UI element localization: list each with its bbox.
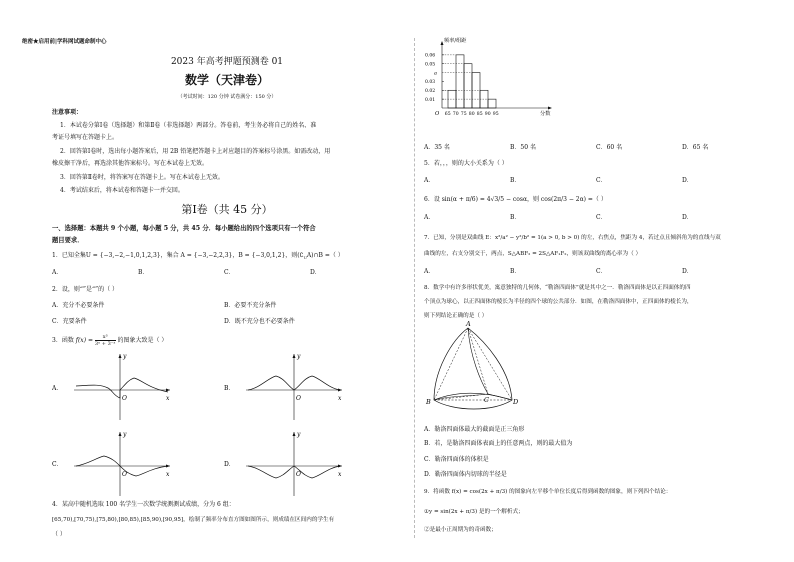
note-line: 3．回答第Ⅱ卷时，将答案写在答题卡上。写在本试卷上无效。 [60, 174, 224, 181]
q4-line: [65,70),[70,75),[75,80),[80,85),[85,90),[90,95]，绘制了频率分布直方图如图所示，则成绩在区间内的学生有 [52, 517, 335, 523]
hist-y-tick-label: 0.06 [425, 53, 436, 59]
svg-text:x: x [338, 395, 342, 402]
q1-stem: 1．已知全集U = {−3,−2,−1,0,1,2,3}，集合 A = {−3,−2,2,3}，B = {−3,0,1,2}，则$(∁_UA)\cap B$ =（ ） [52, 252, 344, 261]
q3-stem: 3．函数 f(x) = $\frac{\text{x³}}{\text{3ˣ + 3⁻ˣ}}$ 的图象大致是（ ） [52, 334, 168, 347]
q9-line: ①y = sin(2x + π/3) 是的一个解析式； [424, 509, 524, 515]
q5-option-b: B． [510, 177, 521, 184]
hist-y-tick-label: 0.02 [425, 89, 436, 95]
q3-graph-b [224, 353, 342, 420]
frequency-histogram [424, 36, 564, 116]
svg-text:B．: B． [224, 385, 235, 392]
hist-bar [472, 73, 480, 108]
svg-text:x: x [166, 471, 170, 478]
hist-x-tick-label: 75 [460, 112, 467, 116]
svg-text:C．: C． [52, 461, 63, 468]
q2-option-c: C．充要条件 [52, 318, 87, 325]
q2-option-d: D．既不充分也不必要条件 [224, 318, 295, 325]
q9-line: ②是最小正周期为的奇函数； [424, 527, 497, 533]
q4-option-b: B．50 名 [510, 144, 536, 151]
hist-ylabel: 频率/组距 [444, 38, 467, 44]
svg-text:O: O [122, 395, 127, 402]
q4-option-d: D．65 名 [682, 144, 709, 151]
vertex-b: B [426, 398, 431, 406]
q1-option-b: B． [138, 269, 149, 276]
q3-graph-a [52, 353, 170, 420]
exam-title: 2023 年高考押题预测卷 01 [170, 57, 284, 67]
svg-text:D．: D． [224, 461, 235, 468]
hist-bar [464, 64, 472, 108]
hist-x-tick-label: 85 [476, 112, 483, 116]
q5-option-d: D． [682, 177, 693, 184]
q7-line: 曲线的左，右支分别交于，两点，S△ABF₂ = 2S△AF₁F₂，则该双曲线的离心率为（ ） [424, 251, 642, 257]
q8-option-a: A．勒洛四面体最大的截面是正三角形 [424, 426, 525, 433]
q7-line: 7．已知，分别是双曲线 E：x²/a² − y²/b² = 1(a > 0, b > 0) 的左，右焦点，焦距为 4，若过点且倾斜角为的直线与双 [424, 235, 721, 241]
vertex-c: C [484, 396, 489, 404]
svg-text:x: x [166, 395, 170, 402]
hist-y-tick-label: 0.03 [425, 80, 436, 86]
note-line: 2．回答第Ⅰ卷时，选出每小题答案后，用 2B 铅笔把答题卡上对应题目的答案标号涂黑。如需改动，用 [60, 148, 331, 155]
q6-stem: 6．设 sin(α + π/6) = 4√3/5 − cosα，则 cos(2π/3 − 2α) =（ ） [424, 196, 607, 203]
part1-title: 第Ⅰ卷（共 45 分） [181, 203, 273, 216]
svg-text:y: y [123, 431, 127, 438]
svg-text:y: y [297, 353, 301, 360]
hist-x-tick-label: 65 [444, 112, 451, 116]
q4-line: （ ） [52, 531, 66, 538]
hist-y-tick-label: 0.05 [425, 62, 436, 68]
q6-option-d: D． [682, 214, 693, 221]
vertex-d: D [513, 398, 519, 406]
q7-option-a: A． [424, 268, 435, 275]
svg-text:O: O [296, 471, 301, 478]
svg-text:O: O [122, 471, 127, 478]
hist-bar [488, 99, 496, 108]
exam-subtitle: 数学（天津卷） [184, 73, 269, 87]
reuleaux-tetrahedron [424, 320, 524, 418]
exam-page [22, 30, 770, 550]
hist-xlabel: 分数 [540, 111, 551, 116]
svg-text:A．: A． [52, 385, 63, 392]
hist-x-tick-label: 95 [492, 112, 499, 116]
q3-graph-c [52, 431, 170, 496]
hist-a-label: a [434, 70, 437, 77]
q7-option-c: C． [596, 268, 607, 275]
note-line: 1．本试卷分第Ⅰ卷（选择题）和第Ⅱ卷（非选择题）两部分。答卷前，考生务必将自己的姓名、准 [60, 122, 317, 129]
q9-line: 9．将函数 f(x) = cos(2x + π/3) 的图象向左平移个单位长度后得到函数的图象，则下列四个结论： [424, 489, 672, 495]
q6-option-c: C． [596, 214, 607, 221]
svg-text:y: y [123, 353, 127, 360]
column-divider [414, 38, 415, 538]
q1-option-c: C． [224, 269, 235, 276]
svg-text:x: x [338, 471, 342, 478]
hist-y-ticks [425, 53, 444, 103]
q8-option-d: D．勒洛四面体内切球的半径是 [424, 471, 507, 478]
note-line: 橡皮擦干净后，再选涂其他答案标号。写在本试卷上无效。 [52, 160, 209, 167]
q1-option-a: A． [52, 269, 63, 276]
q8-option-b: B．若，是勒洛四面体表面上的任意两点，则的最大值为 [424, 440, 573, 447]
exam-info: （考试时间：120 分钟 试卷满分：150 分） [177, 94, 277, 100]
part1-intro: 题目要求． [52, 237, 84, 244]
svg-text:O: O [296, 395, 301, 402]
vertex-a: A [466, 320, 471, 328]
hist-x-ticks [445, 111, 499, 116]
hist-y-tick-label: 0.01 [425, 97, 436, 103]
q4-line: 4．某高中随机选取 100 名学生一次数学统测测试成绩，分为 6 组： [52, 501, 235, 508]
hist-bar [456, 55, 464, 108]
q2-stem: 2．设，则“”是“”的（ ） [52, 286, 118, 293]
q8-line: 8．数学中有许多形状优美，寓意独特的几何体，“勒洛四面体”就是其中之一．勒洛四面体是以正四面体的四 [424, 285, 691, 291]
q5-stem: 5．若，，，则的大小关系为（ ） [424, 160, 508, 167]
q7-option-b: B． [510, 268, 521, 275]
hist-bar [448, 90, 456, 108]
hist-x-tick-label: 90 [484, 112, 491, 116]
q6-option-b: B． [510, 214, 521, 221]
q8-line: 个顶点为球心，以正四面体的棱长为半径的四个球的公共部分．如图，在勒洛四面体中，正四面体的棱长为， [424, 299, 693, 305]
q4-option-c: C．60 名 [596, 144, 623, 151]
q5-option-a: A． [424, 177, 435, 184]
q4-option-a: A．35 名 [424, 144, 450, 151]
note-line: 考证号填写在答题卡上。 [52, 134, 119, 141]
svg-text:y: y [297, 431, 301, 438]
q7-option-d: D． [682, 268, 693, 275]
hist-x-tick-label: 80 [468, 112, 475, 116]
hist-x-tick-label: 70 [452, 112, 459, 116]
q2-option-b: B．必要不充分条件 [224, 302, 277, 309]
part1-intro: 一、选择题：本题共 9 个小题，每小题 5 分，共 45 分．每小题给出的四个选项只有一个符合 [52, 225, 316, 232]
q6-option-a: A． [424, 214, 435, 221]
q1-option-d: D． [310, 269, 321, 276]
q3-graphs [52, 350, 402, 500]
q8-line: 则下列结论正确的是（ ） [424, 313, 488, 319]
hist-bars [442, 55, 496, 108]
secret-label: 绝密★启用前|学科网试题命制中心 [22, 39, 107, 45]
note-line: 4．考试结束后，将本试卷和答题卡一并交回。 [60, 187, 184, 194]
q3-graph-d [224, 431, 342, 496]
q8-option-c: C．勒洛四面体的体积是 [424, 456, 489, 463]
notes-heading: 注意事项： [52, 109, 83, 116]
q2-option-a: A．充分不必要条件 [52, 302, 105, 309]
q5-option-c: C． [596, 177, 607, 184]
hist-origin: O [435, 111, 440, 116]
